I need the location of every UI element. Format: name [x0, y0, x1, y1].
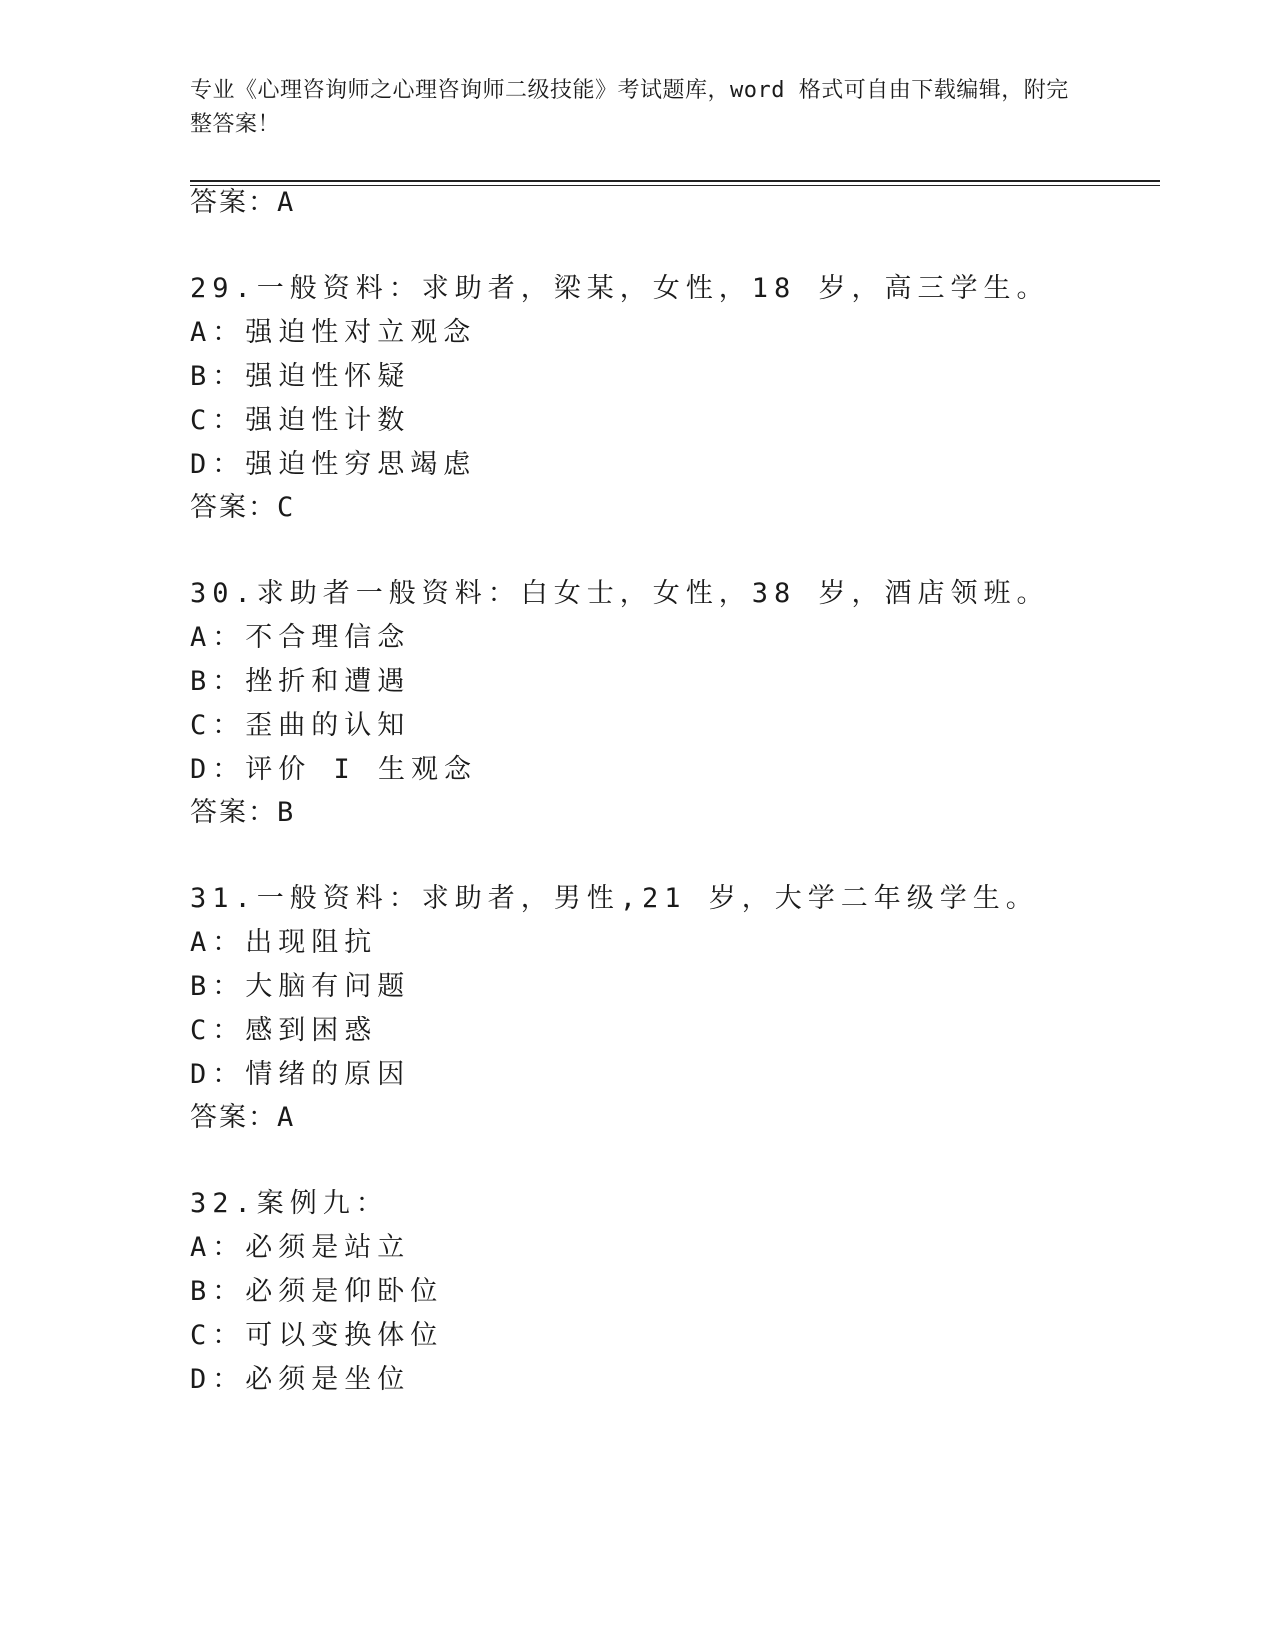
question-29-stem: 29.一般资料：求助者，梁某，女性，18 岁，高三学生。: [190, 273, 1050, 304]
question-32-option-a: A：必须是站立: [190, 1232, 411, 1263]
question-29-answer: [190, 491, 295, 525]
question-32-stem: 32.案例九：: [190, 1188, 389, 1219]
question-31-option-c: C：感到困惑: [190, 1015, 378, 1046]
question-29-option-a: A：强迫性对立观念: [190, 317, 477, 348]
answer-label: 答案：: [190, 1102, 277, 1133]
question-30-option-b: B：挫折和遭遇: [190, 666, 411, 697]
question-31-stem: 31.一般资料：求助者，男性,21 岁，大学二年级学生。: [190, 883, 1039, 914]
question-31-option-d: D：情绪的原因: [190, 1059, 411, 1090]
answer-label: 答案：: [190, 187, 277, 218]
question-29-option-d: D：强迫性穷思竭虑: [190, 449, 477, 480]
answer-value: B: [277, 797, 296, 828]
question-30-option-c: C：歪曲的认知: [190, 710, 411, 741]
question-32-option-d: D：必须是坐位: [190, 1364, 411, 1395]
question-32-option-c: C：可以变换体位: [190, 1320, 444, 1351]
previous-answer: [190, 186, 295, 220]
question-32-option-b: B：必须是仰卧位: [190, 1276, 444, 1307]
document-header: 专业《心理咨询师之心理咨询师二级技能》考试题库，word 格式可自由下载编辑，附完整答案！: [190, 78, 1069, 137]
answer-label: 答案：: [190, 492, 277, 523]
question-30-answer: [190, 796, 295, 830]
question-30-option-d: D：评价 I 生观念: [190, 754, 478, 785]
question-29-option-b: B：强迫性怀疑: [190, 361, 411, 392]
question-30-option-a: A：不合理信念: [190, 622, 411, 653]
question-31-option-b: B：大脑有问题: [190, 971, 411, 1002]
answer-label: 答案：: [190, 797, 277, 828]
question-31-answer: [190, 1101, 295, 1135]
answer-value: A: [277, 187, 296, 218]
answer-value: A: [277, 1102, 296, 1133]
header-divider: [190, 180, 1160, 182]
question-31-option-a: A：出现阻抗: [190, 927, 378, 958]
header-divider-thin: [190, 185, 1160, 186]
question-30-stem: 30.求助者一般资料：白女士，女性，38 岁，酒店领班。: [190, 578, 1050, 609]
question-29-option-c: C：强迫性计数: [190, 405, 411, 436]
answer-value: C: [277, 492, 296, 523]
